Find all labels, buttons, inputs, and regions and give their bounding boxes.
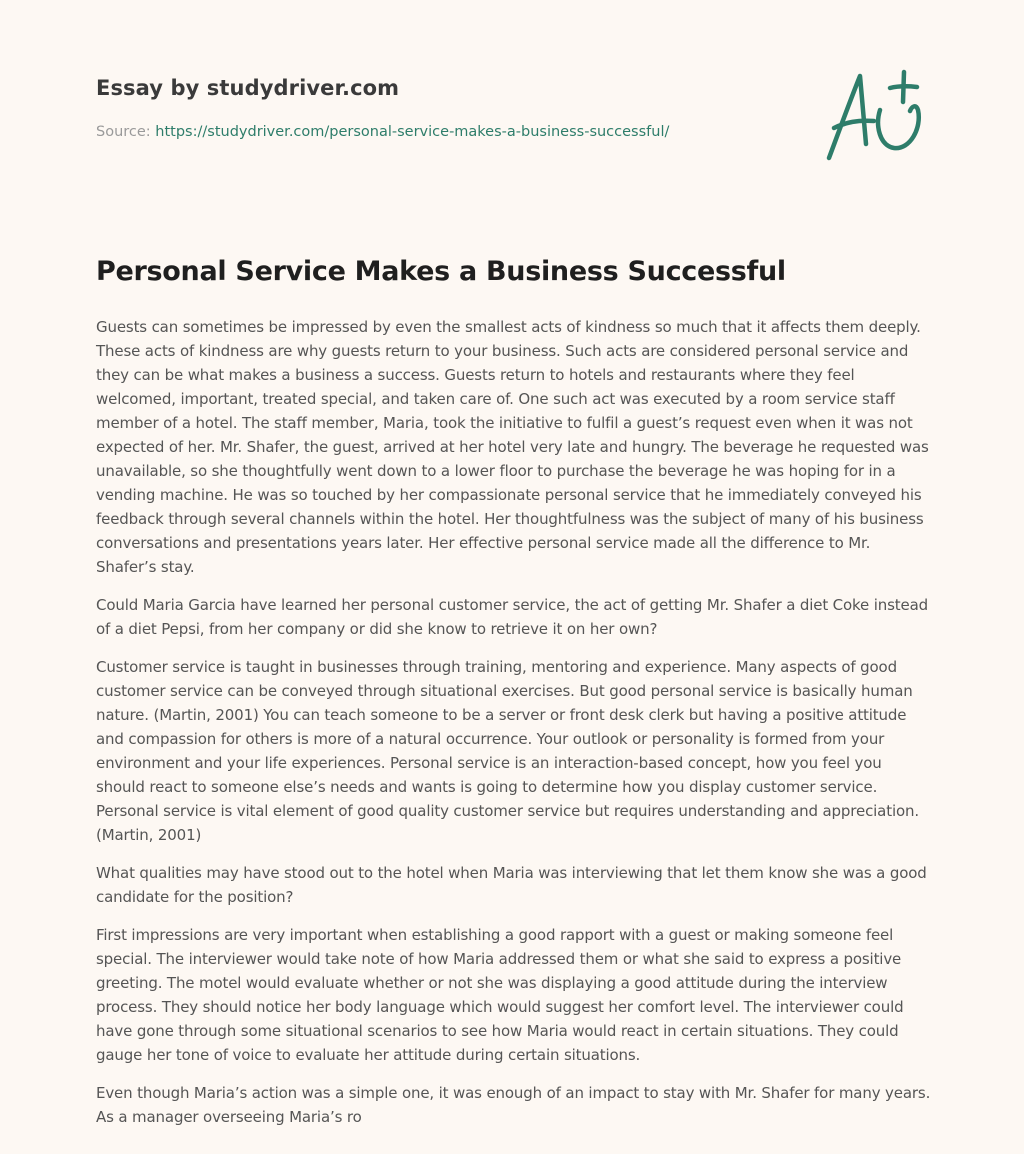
essay-paragraph: Could Maria Garcia have learned her personal customer service, the act of getting Mr. Shafer a diet Coke instead of a diet Pepsi, from her company or did she know to retrieve it on her own?	[96, 596, 928, 638]
a-plus-logo-icon	[818, 62, 930, 168]
essay-paragraph: First impressions are very important when establishing a good rapport with a guest or making someone feel special. The interviewer would take note of how Maria addressed them or what she said to express a positive greeting. The motel would evaluate whether or not she was displaying a good attitude during the interview process. They should notice her body language which would suggest her comfort level. The interviewer could have gone through some situational scenarios to see how Maria would react in certain situations. They could gauge her tone of voice to evaluate her attitude during certain situations.	[96, 926, 904, 1064]
source-label: Source:	[96, 124, 151, 140]
essay-body	[96, 315, 932, 1143]
essay-paragraph: Even though Maria’s action was a simple one, it was enough of an impact to stay with Mr. Shafer for many years. As a manager overseeing Maria’s ro	[96, 1084, 931, 1126]
essay-paragraph: What qualities may have stood out to the hotel when Maria was interviewing that let them know she was a good candidate for the position?	[96, 864, 927, 906]
essay-paragraph: Customer service is taught in businesses through training, mentoring and experience. Many aspects of good customer service can be conveyed through situational exercises. But good personal service is basically human nature. (Martin, 2001) You can teach someone to be a server or front desk clerk but having a positive attitude and compassion for others is more of a natural occurrence. Your outlook or personality is formed from your environment and your life experiences. Personal service is an interaction-based concept, how you feel you should react to someone else’s needs and wants is going to determine how you display customer service. Personal service is vital element of good quality customer service but requires understanding and appreciation. (Martin, 2001)	[96, 658, 919, 844]
essay-header-title: Essay by studydriver.com	[96, 76, 400, 100]
essay-title: Personal Service Makes a Business Successful	[96, 256, 786, 287]
essay-paragraph: Guests can sometimes be impressed by even the smallest acts of kindness so much that it affects them deeply. These acts of kindness are why guests return to your business. Such acts are considered personal service and they can be what makes a business a success. Guests return to hotels and restaurants where they feel welcomed, important, treated special, and taken care of. One such act was executed by a room service staff member of a hotel. The staff member, Maria, took the initiative to fulfil a guest’s request even when it was not expected of her. Mr. Shafer, the guest, arrived at her hotel very late and hungry. The beverage he requested was unavailable, so she thoughtfully went down to a lower floor to purchase the beverage he was hoping for in a vending machine. He was so touched by her compassionate personal service that he immediately conveyed his feedback through several channels within the hotel. Her thoughtfulness was the subject of many of his business conversations and presentations years later. Her effective personal service made all the difference to Mr. Shafer’s stay.	[96, 318, 929, 576]
source-link[interactable]: https://studydriver.com/personal-service-makes-a-business-successful/	[155, 124, 670, 140]
source-line	[96, 124, 669, 140]
